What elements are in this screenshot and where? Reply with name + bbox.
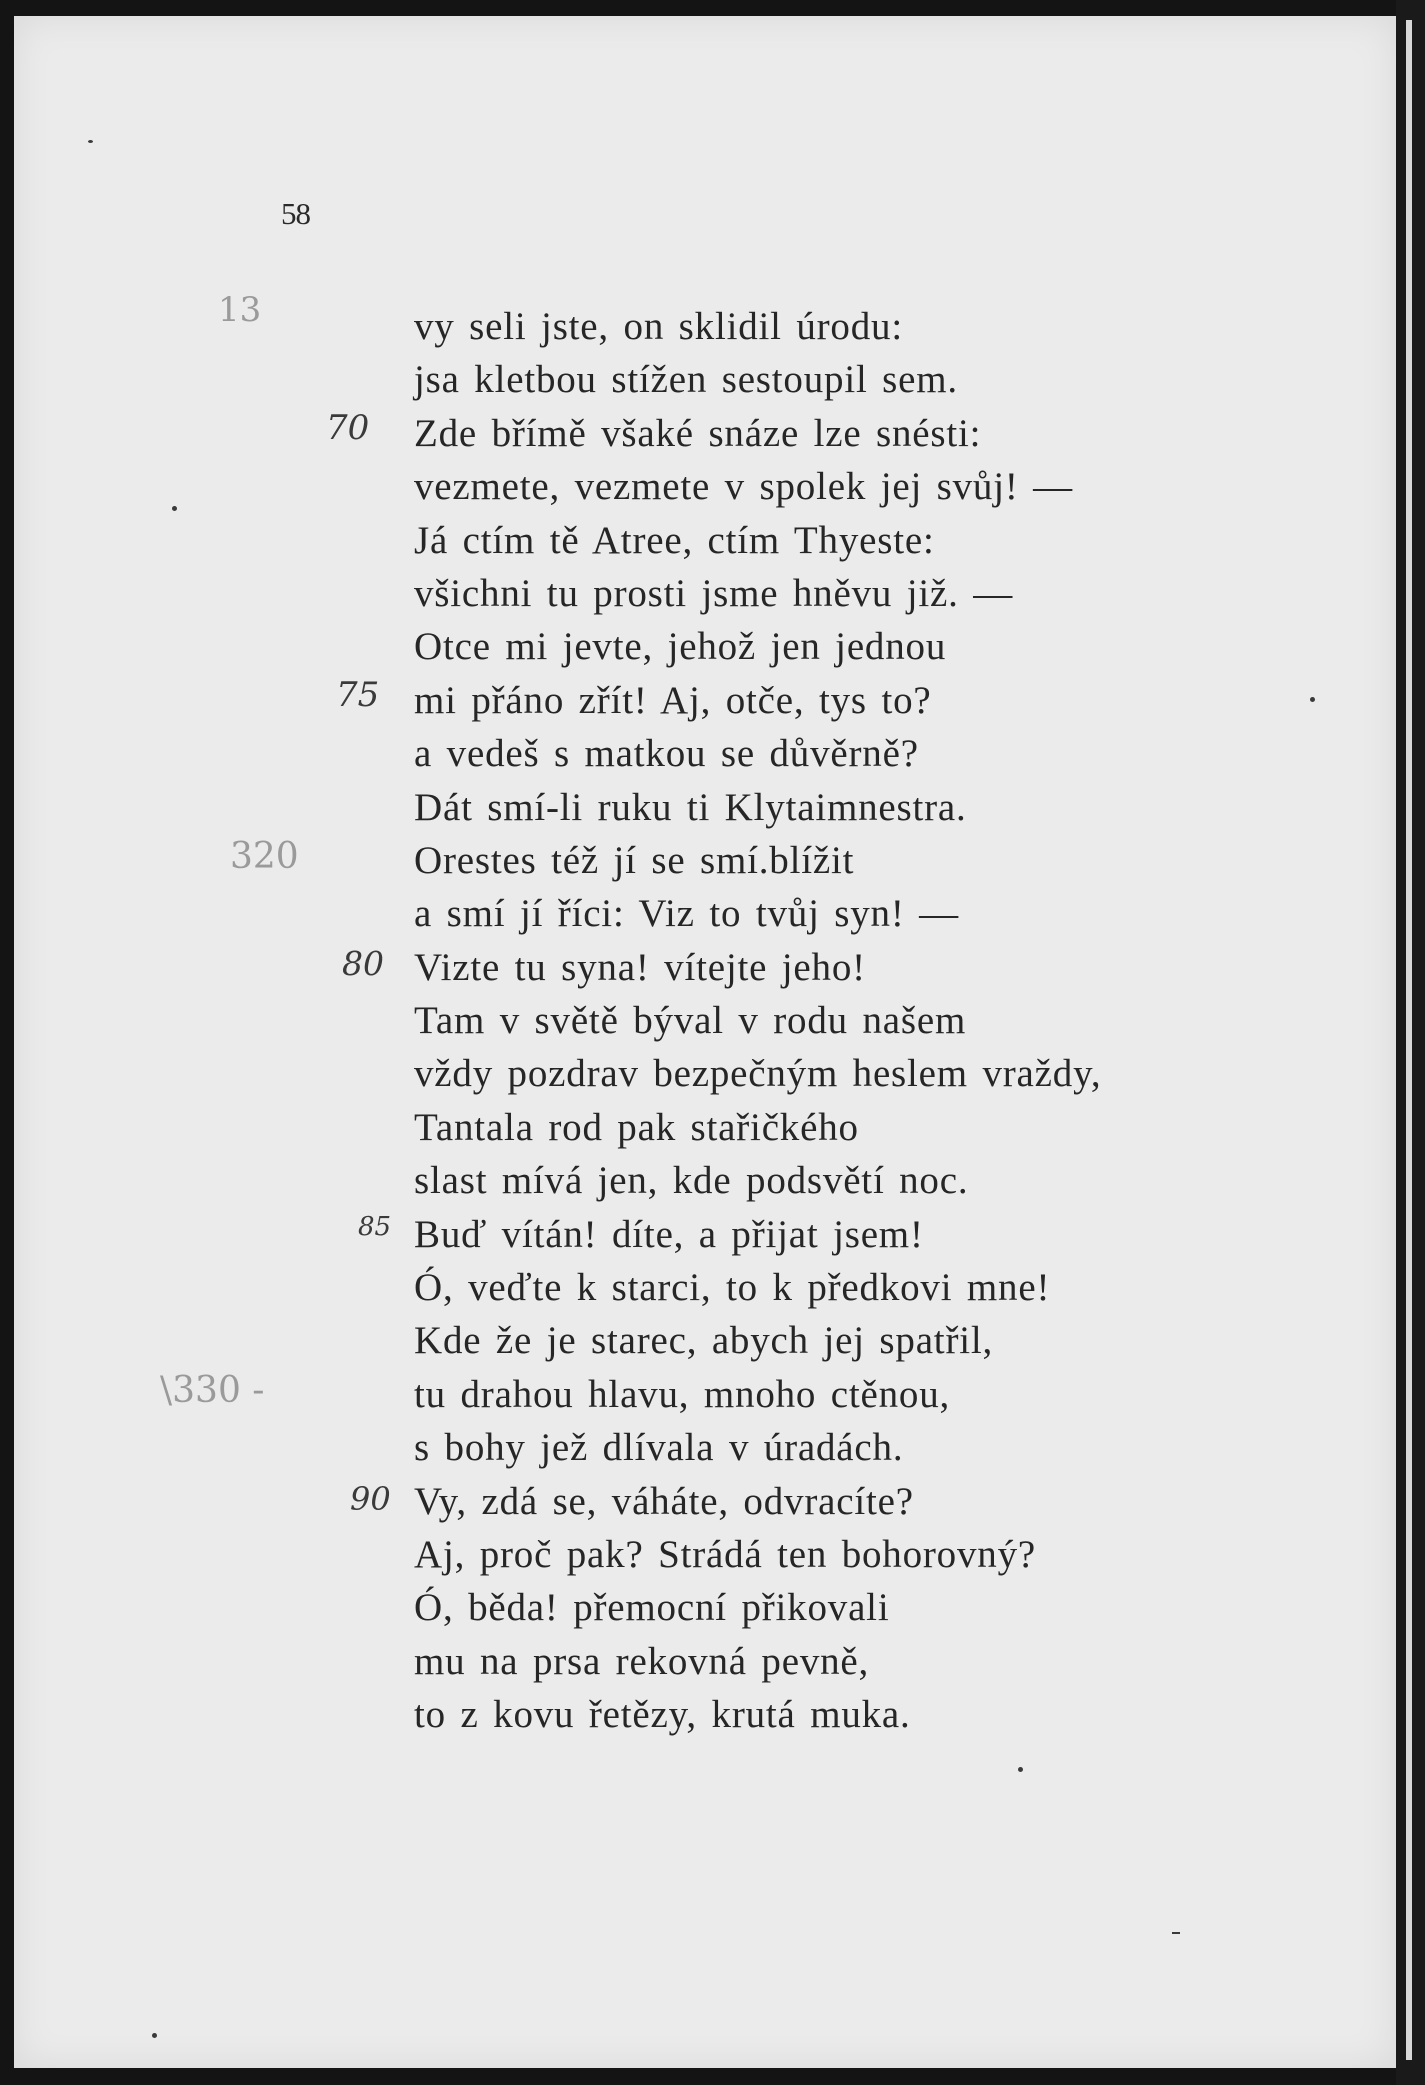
poem-line: vy seli jste, on sklidil úrodu:	[414, 305, 903, 348]
page-edge-highlight	[1406, 20, 1412, 2060]
margin-note-85: 85	[358, 1212, 392, 1242]
poem-text	[414, 300, 1101, 1742]
margin-note-70: 70	[326, 408, 370, 448]
poem-line: Orestes též jí se smí.blížit	[414, 838, 855, 882]
poem-line: a smí jí říci: Viz to tvůj syn! —	[414, 892, 959, 936]
poem-line: Ó, běda! přemocní přikovali	[414, 1586, 890, 1630]
poem-line: Vy, zdá se, váháte, odvracíte?	[414, 1479, 914, 1523]
margin-note-330: \330 -	[160, 1370, 265, 1411]
margin-note-320: 320	[230, 836, 299, 877]
poem-line: a vedeš s matkou se důvěrně?	[414, 732, 919, 776]
dust-speck	[152, 2033, 157, 2038]
poem-line: mi přáno zřít! Aj, otče, tys to?	[414, 678, 932, 722]
margin-note-75: 75	[336, 675, 380, 715]
poem-line: Buď vítán! díte, a přijat jsem!	[414, 1212, 924, 1256]
poem-line: Zde břímě všaké snáze lze snésti:	[414, 411, 982, 455]
poem-line: vždy pozdrav bezpečným heslem vraždy,	[414, 1052, 1102, 1096]
page-number: 58	[281, 196, 310, 231]
margin-note-13: 13	[218, 290, 262, 330]
poem-line: s bohy jež dlívala v úradách.	[414, 1426, 904, 1470]
poem-line: to z kovu řetězy, krutá muka.	[414, 1693, 911, 1737]
dust-speck	[1310, 697, 1315, 702]
poem-line: Vizte tu syna! vítejte jeho!	[414, 945, 866, 989]
poem-line: Já ctím tě Atree, ctím Thyeste:	[414, 518, 935, 562]
poem-line: Kde že je starec, abych jej spatřil,	[414, 1319, 994, 1363]
poem-line: vezmete, vezmete v spolek jej svůj! —	[414, 465, 1073, 509]
poem-line: Ó, veďte k starci, to k předkovi mne!	[414, 1266, 1051, 1310]
poem-line: mu na prsa rekovná pevně,	[414, 1639, 870, 1683]
dust-speck	[1018, 1767, 1023, 1772]
margin-note-80: 80	[342, 944, 384, 983]
poem-line: Tam v světě býval v rodu našem	[414, 999, 967, 1043]
margin-note-90: 90	[350, 1480, 391, 1518]
poem-line: Dát smí-li ruku ti Klytaimnestra.	[414, 785, 967, 829]
dust-speck	[1172, 1932, 1180, 1934]
poem-line: Tantala rod pak stařičkého	[414, 1105, 859, 1149]
dust-speck	[172, 506, 177, 511]
poem-line: tu drahou hlavu, mnoho ctěnou,	[414, 1372, 951, 1416]
poem-line: slast mívá jen, kde podsvětí noc.	[414, 1159, 969, 1203]
poem-line: Otce mi jevte, jehož jen jednou	[414, 625, 947, 669]
poem-line: Aj, proč pak? Strádá ten bohorovný?	[414, 1532, 1036, 1576]
dust-speck	[88, 140, 93, 143]
poem-line: jsa kletbou stížen sestoupil sem.	[414, 358, 958, 402]
poem-line: všichni tu prosti jsme hněvu již. —	[414, 571, 1014, 615]
